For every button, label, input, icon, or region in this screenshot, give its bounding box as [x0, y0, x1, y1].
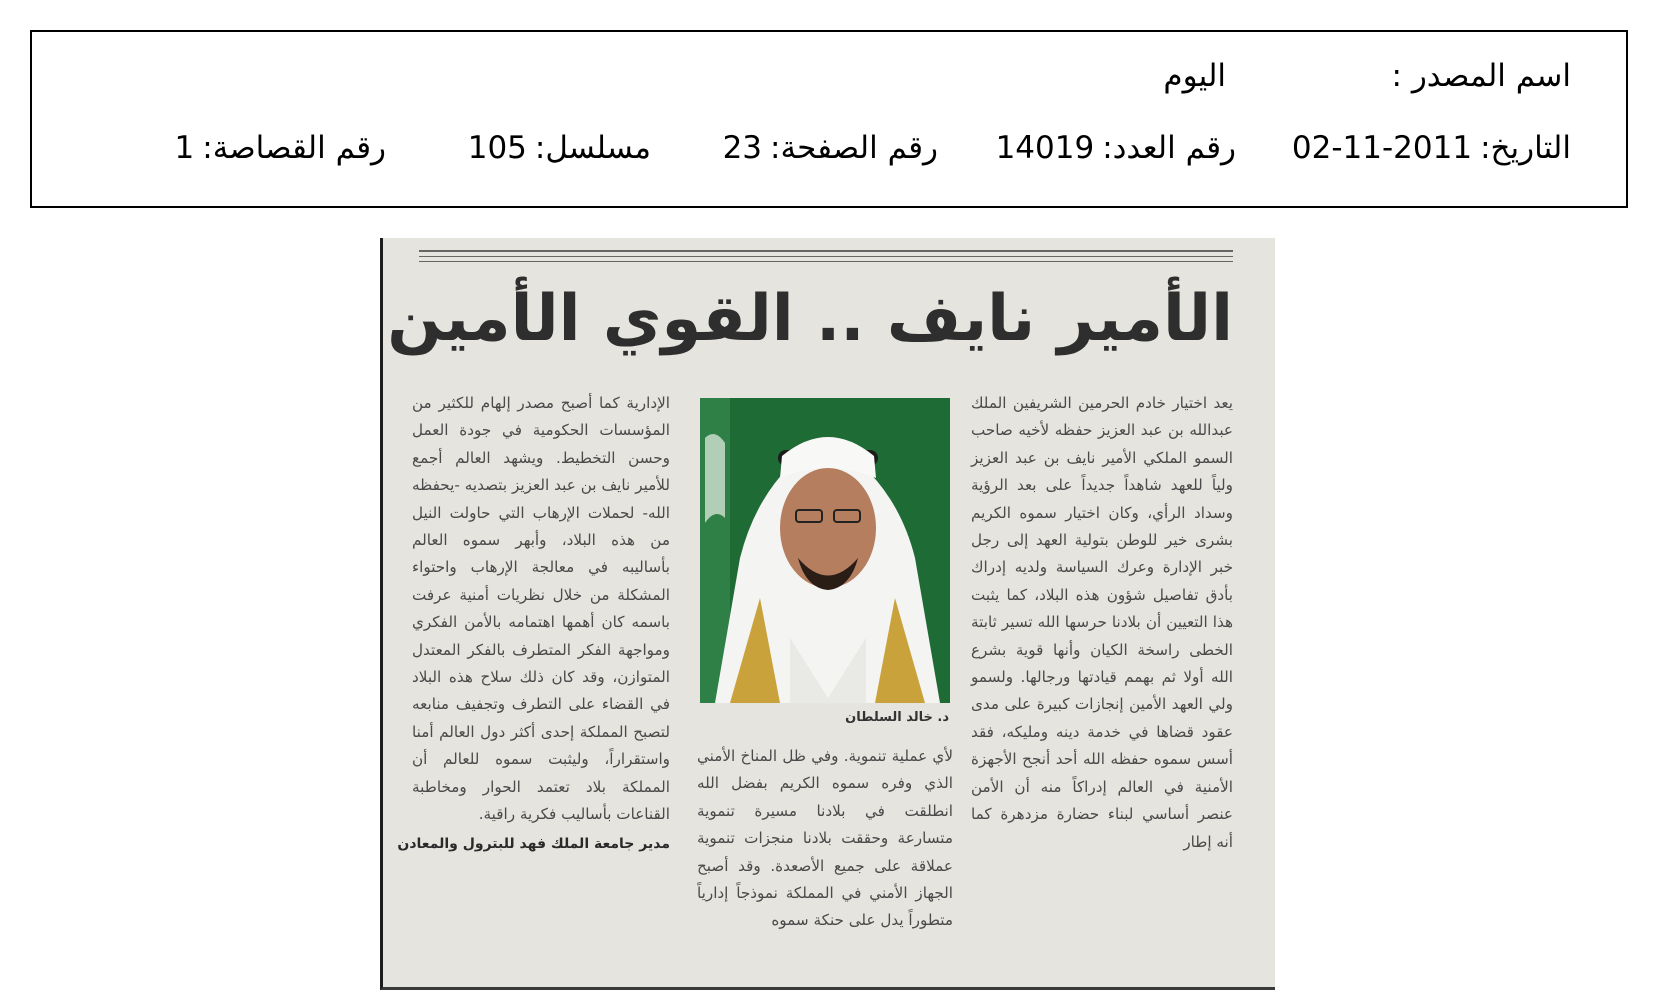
author-photo	[700, 398, 950, 703]
serial-value: 105	[467, 130, 527, 166]
photo-caption: د. خالد السلطان	[845, 710, 949, 725]
column-right-text: يعد اختيار خادم الحرمين الشريفين الملك عبدالله بن عبد العزيز حفظه لأخيه صاحب السمو الملكي الأمير نايف بن عبد العزيز ولياً للعهد شاهداً جديداً على بعد الرؤية وسداد الرأي، وكان اختيار سموه الكريم بشرى خير للوطن بتولية العهد إلى رجل خبر الإدارة وعرك السياسة ولديه إدراك بأدق تفاصيل شؤون هذه البلاد، كما يثبت هذا التعيين أن بلادنا حرسها الله تسير ثابتة الخطى راسخة الكيان وأنها قوية بشرع الله أولا ثم بهمم قيادتها ورجالها. ولسمو ولي العهد الأمين إنجازات كبيرة على مدى عقود قضاها في خدمة دينه ومليكه، فقد أسس سموه حفظه الله أحد أنجح الأجهزة الأمنية في العالم إدراكاً منه أن الأمن عنصر أساسي لبناء حضارة مزدهرة كما أنه إطار	[971, 394, 1233, 851]
page-value: 23	[722, 130, 763, 166]
date-value: 2011-11-02	[1291, 130, 1473, 166]
article-headline: الأمير نايف .. القوي الأمين	[387, 282, 1233, 356]
top-rule-thin-2	[419, 261, 1233, 262]
source-field	[1392, 56, 1571, 96]
serial-field	[468, 128, 651, 168]
column-left-text: الإدارية كما أصبح مصدر إلهام للكثير من المؤسسات الحكومية في جودة العمل وحسن التخطيط. ويشهد العالم أجمع للأمير نايف بن عبد العزيز بتصديه -يحفظه الله- لحملات الإرهاب التي حاولت النيل من هذه البلاد، وأبهر سموه العالم بأساليبه في معالجة الإرهاب واحتواء المشكلة من خلال نظريات أمنية عرفت باسمه كان أهمها اهتمامه بالأمن الفكري ومواجهة الفكر المتطرف بالفكر المعتدل المتوازن، وقد كان ذلك سلاح هذه البلاد في القضاء على التطرف وتجفيف منابعه لتصبح المملكة إحدى أكثر دول العالم أمنا واستقراراً، وليثبت سموه للعالم أن المملكة بلاد تعتمد الحوار ومخاطبة القناعات بأساليب فكرية راقية.	[412, 394, 670, 824]
top-rule-thin	[419, 256, 1233, 257]
source-label: اسم المصدر :	[1391, 58, 1571, 94]
column-middle-text: لأي عملية تنموية. وفي ظل المناخ الأمني الذي وفره سموه الكريم بفضل الله انطلقت في بلادنا مسيرة تنموية متسارعة وحققت بلادنا منجزات تنموية عملاقة على جميع الأصعدة. وقد أصبح الجهاز الأمني في المملكة نموذجاً إدارياً متطوراً يدل على حنكة سموه	[697, 747, 953, 930]
date-field	[1292, 128, 1571, 168]
newspaper-clipping	[380, 238, 1275, 990]
article-column-middle	[697, 743, 953, 935]
author-portrait-image	[700, 398, 950, 703]
date-label: التاريخ:	[1480, 130, 1571, 166]
source-value: اليوم	[1163, 58, 1226, 94]
source-value-field	[1163, 56, 1226, 96]
article-column-right	[971, 390, 1233, 856]
article-column-left	[397, 390, 670, 858]
issue-value: 14019	[995, 130, 1095, 166]
author-title: مدير جامعة الملك فهد للبترول والمعادن	[397, 835, 670, 852]
source-metadata-box	[30, 30, 1628, 208]
clip-value: 1	[174, 130, 195, 166]
serial-label: مسلسل:	[534, 130, 651, 166]
top-rule	[419, 250, 1233, 252]
issue-label: رقم العدد:	[1102, 130, 1236, 166]
page-field	[723, 128, 938, 168]
issue-field	[996, 128, 1236, 168]
clip-label: رقم القصاصة:	[202, 130, 386, 166]
clip-field	[175, 128, 386, 168]
page-label: رقم الصفحة:	[770, 130, 938, 166]
